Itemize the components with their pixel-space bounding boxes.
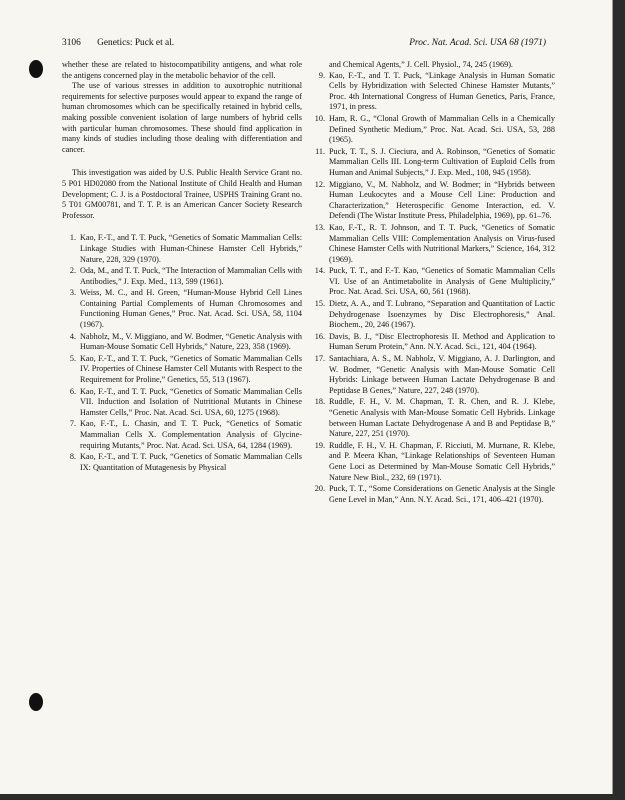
reference-text: Kao, F.-T., and T. T. Puck, “Genetics of Somatic Mammalian Cells IV. Properties of Chinese Hamster Cell Mutants with Respect to the Requirement for Proline,” Genetics, 55, 513 (1967). bbox=[80, 353, 302, 385]
reference-item bbox=[311, 223, 555, 265]
reference-text: Nabholz, M., V. Miggiano, and W. Bodmer, “Genetic Analysis with Human-Mouse Somatic Cell Hybrids,” Nature, 223, 358 (1969). bbox=[80, 331, 302, 352]
reference-text: Oda, M., and T. T. Puck, “The Interaction of Mammalian Cells with Antibodies,” J. Exp. Med., 113, 599 (1961). bbox=[80, 266, 302, 286]
reference-text: Puck, T. T., “Some Considerations on Genetic Analysis at the Single Gene Level in Man,” Ann. N.Y. Acad. Sci., 171, 406–421 (1970). bbox=[329, 484, 555, 504]
reference-number: 7. bbox=[69, 419, 76, 429]
reference-number: 15. bbox=[314, 299, 325, 309]
reference-text: Kao, F.-T., and T. T. Puck, “Genetics of Somatic Mammalian Cells: Linkage Studies with Human-Chinese Hamster Cell Hybrids,” Nature, 228, 329 (1970). bbox=[80, 233, 302, 264]
reference-number: 8. bbox=[69, 452, 76, 462]
reference-item bbox=[311, 147, 555, 179]
reference-number: 16. bbox=[314, 331, 325, 341]
reference-number: 11. bbox=[315, 146, 325, 156]
reference-item bbox=[62, 419, 302, 451]
reference-item bbox=[62, 233, 302, 265]
reference-text: Kao, F.-T., and T. T. Puck, “Linkage Analysis in Human Somatic Cells by Hybridization with Selected Chinese Hamster Mutants,” Proc. 4th International Congress of Human Genetics, Paris, France, 1971, in press. bbox=[329, 70, 555, 112]
reference-number: 20. bbox=[314, 484, 325, 494]
reference-item bbox=[311, 441, 555, 483]
reference-number: 13. bbox=[314, 222, 325, 232]
right-column bbox=[311, 60, 555, 506]
reference-number: 18. bbox=[314, 397, 325, 407]
reference-item bbox=[311, 484, 555, 505]
reference-text: Kao, F.-T., R. T. Johnson, and T. T. Puck, “Genetics of Somatic Mammalian Cells VIII: Complementation Analysis on Virus-fused Chinese Hamster Cells with Nutritional Markers,” Science, 164, 312 (1969). bbox=[329, 222, 555, 264]
punch-hole-top bbox=[29, 60, 43, 78]
punch-hole-bottom bbox=[29, 693, 43, 711]
body-paragraph: whether these are related to histocompatibility antigens, and what role the antigens concerned play in the metabolic behavior of the cell. bbox=[62, 60, 302, 80]
reference-text: Kao, F.-T., and T. T. Puck, “Genetics of Somatic Mammalian Cells VII. Induction and Isolation of Nutritional Mutants in Chinese Hamster Cells,” Proc. Nat. Acad. Sci. USA, 60, 1275 (1968). bbox=[80, 386, 302, 417]
reference-number: 14. bbox=[314, 266, 325, 276]
reference-text: Ruddle, F. H., V. M. Chapman, T. R. Chen, and R. J. Klebe, “Genetic Analysis with Man-Mouse Somatic Cell Hybrids. Linkage between Human Lactate Dehydrogenase A and B and Peptidase B,” Nature, 227, 251 (1970). bbox=[329, 397, 555, 439]
reference-number: 12. bbox=[314, 179, 325, 189]
acknowledgment: This investigation was aided by U.S. Public Health Service Grant no. 5 P01 HD02080 from the National Institute of Child Health and Human Development; C. J. is a Postdoctoral Trainee, USPHS Training Grant no. 5 T01 GM00781, and T. T. P. is an American Cancer Society Research Professor. bbox=[62, 168, 302, 220]
reference-text: Puck, T. T., S. J. Cieciura, and A. Robinson, “Genetics of Somatic Mammalian Cells III. Long-term Cultivation of Euploid Cells from Human and Animal Subjects,” J. Exp. Med., 108, 945 (1958). bbox=[329, 146, 555, 177]
reference-item bbox=[62, 266, 302, 287]
reference-text: Puck, T. T., and F.-T. Kao, “Genetics of Somatic Mammalian Cells VI. Use of an Antimetabolite in Analysis of Gene Multiplicity,” Proc. Nat. Acad. Sci. USA, 60, 561 (1968). bbox=[329, 266, 555, 297]
reference-item bbox=[311, 332, 555, 353]
reference-item bbox=[311, 180, 555, 222]
reference-number: 17. bbox=[314, 354, 325, 364]
reference-number: 9. bbox=[318, 70, 325, 80]
reference-continuation: and Chemical Agents,” J. Cell. Physiol., 74, 245 (1969). bbox=[329, 60, 513, 69]
reference-item bbox=[311, 266, 555, 298]
running-title: Genetics: Puck et al. bbox=[97, 38, 175, 48]
reference-number: 5. bbox=[69, 353, 76, 363]
reference-text: Ham, R. G., “Clonal Growth of Mammalian Cells in a Chemically Defined Synthetic Medium,” Proc. Nat. Acad. Sci. USA, 53, 288 (1965). bbox=[329, 113, 555, 145]
reference-number: 10. bbox=[314, 113, 325, 123]
reference-item bbox=[62, 288, 302, 330]
page-number: 3106 bbox=[62, 38, 81, 48]
reference-text: Miggiano, V., M. Nabholz, and W. Bodmer; in “Hybrids between Human Leukocytes and a Mouse Cell Line: Production and Characterization,” Heterospecific Genome Interaction, ed. V. Defendi (The Wistar Institute Press, Philadelphia, 1969), pp. 61–76. bbox=[329, 179, 555, 221]
reference-item bbox=[311, 397, 555, 439]
body-paragraph: The use of various stresses in addition to auxotrophic nutritional requirements for selective purposes would appear to expand the range of human chromosomes which can be specifically retained in hybrid cells, making possible convenient isolation of large numbers of hybrid cells with particular human chromosomes. These should find application in many kinds of studies including those dealing with differentiation and cancer. bbox=[62, 81, 302, 154]
reference-list-right bbox=[311, 71, 555, 506]
reference-item bbox=[311, 299, 555, 331]
reference-text: Dietz, A. A., and T. Lubrano, “Separation and Quantitation of Lactic Dehydrogenase Isoenzymes by Disc Electrophoresis,” Anal. Biochem., 20, 246 (1967). bbox=[329, 299, 555, 330]
reference-item bbox=[311, 354, 555, 396]
reference-number: 6. bbox=[69, 386, 76, 396]
reference-number: 19. bbox=[314, 440, 325, 450]
reference-text: Ruddle, F. H., V. H. Chapman, F. Ricciuti, M. Murnane, R. Klebe, and P. Meera Khan, “Linkage Relationships of Seventeen Human Gene Loci as Determined by Man-Mouse Somatic Cell Hybrids,” Nature New Biol., 232, 69 (1971). bbox=[329, 440, 555, 482]
left-column bbox=[62, 60, 302, 474]
reference-item bbox=[62, 354, 302, 386]
reference-number: 2. bbox=[69, 266, 76, 276]
reference-item bbox=[311, 71, 555, 113]
reference-text: Santachiara, A. S., M. Nabholz, V. Miggiano, A. J. Darlington, and W. Bodmer, “Genetic Analysis with Man-Mouse Somatic Cell Hybrids: Linkage between Human Lactate Dehydrogenase B and Peptidase B Genes,” Nature, 227, 248 (1970). bbox=[329, 354, 555, 395]
reference-number: 4. bbox=[69, 331, 76, 341]
reference-item bbox=[62, 387, 302, 419]
reference-text: Weiss, M. C., and H. Green, “Human-Mouse Hybrid Cell Lines Containing Partial Complements of Human Chromosomes and Functioning Human Genes,” Proc. Nat. Acad. Sci. USA, 58, 1104 (1967). bbox=[80, 288, 302, 330]
reference-item bbox=[62, 452, 302, 473]
reference-number: 3. bbox=[69, 288, 76, 298]
reference-item bbox=[62, 332, 302, 353]
reference-text: Kao, F.-T., and T. T. Puck, “Genetics of Somatic Mammalian Cells IX: Quantitation of Mutagenesis by Physical bbox=[80, 452, 302, 472]
reference-text: Kao, F.-T., L. Chasin, and T. T. Puck, “Genetics of Somatic Mammalian Cells X. Complementation Analysis of Glycine-requiring Mutants,” Proc. Nat. Acad. Sci. USA, 64, 1284 (1969). bbox=[80, 419, 302, 450]
page-header bbox=[62, 38, 546, 52]
reference-list-left bbox=[62, 233, 302, 473]
reference-number: 1. bbox=[69, 233, 76, 243]
journal-citation: Proc. Nat. Acad. Sci. USA 68 (1971) bbox=[409, 38, 546, 48]
reference-item bbox=[311, 114, 555, 146]
reference-text: Davis, B. J., “Disc Electrophoresis II. Method and Application to Human Serum Protein,” Ann. N.Y. Acad. Sci., 121, 404 (1964). bbox=[329, 331, 555, 352]
